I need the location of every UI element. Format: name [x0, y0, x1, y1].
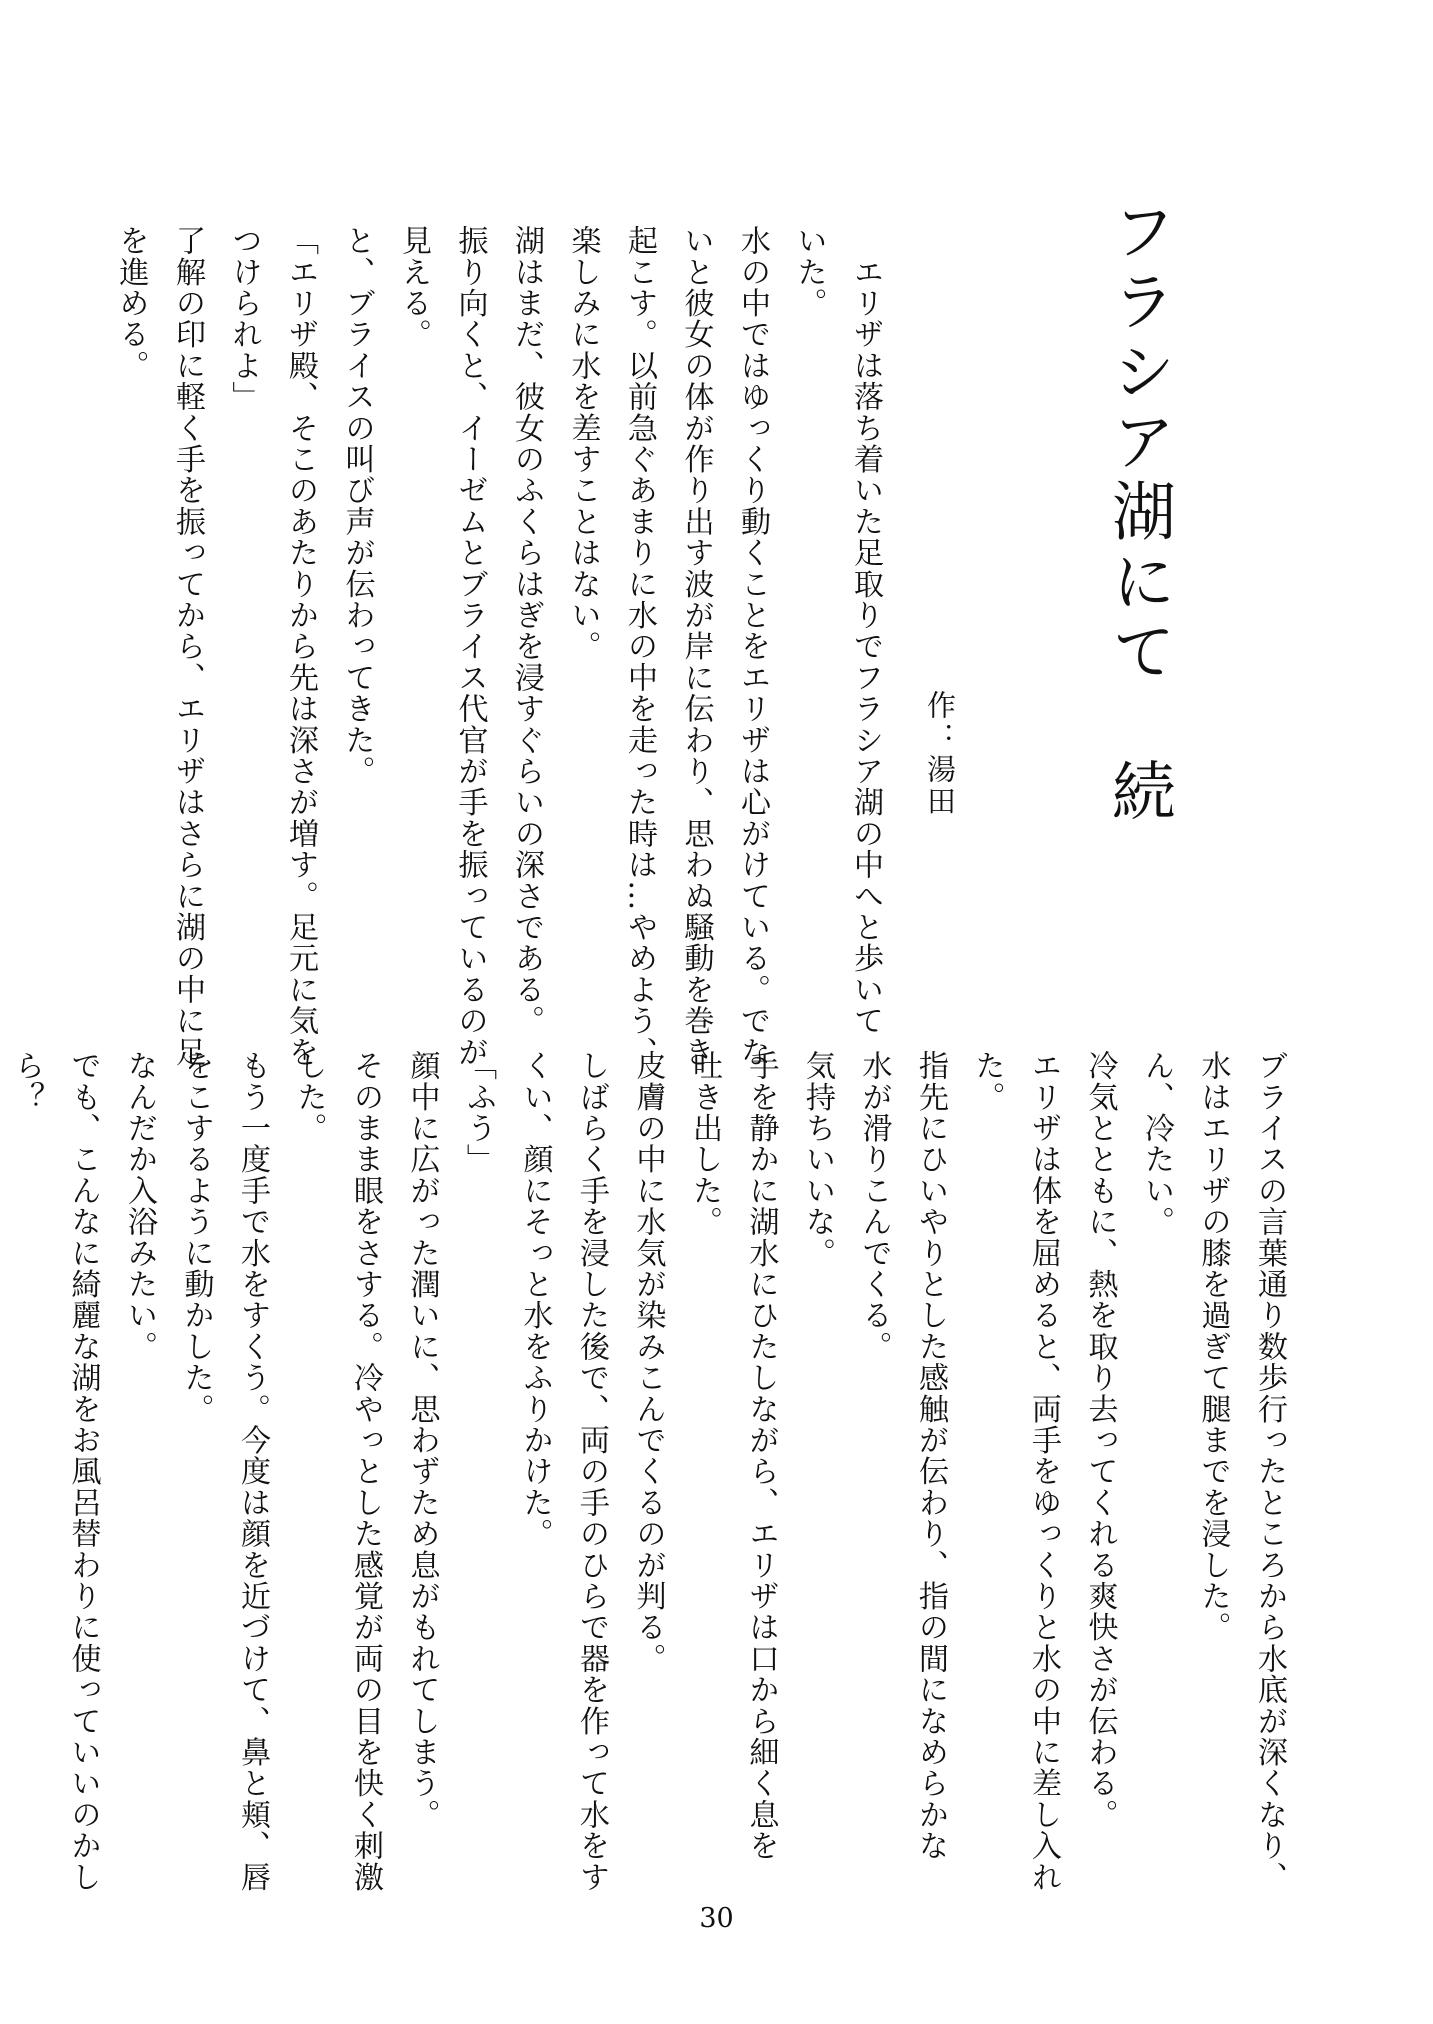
author-credit: 作：湯田 — [923, 690, 957, 818]
body-text-lower: ブライスの言葉通り数歩行ったところから水底が深くなり、 水はエリザの膝を過ぎて腿までを浸した。 ん、冷たい。 冷気とともに、熱を取り去ってくれる爽快さが伝わる。 エリザは体を屈めると、両手をゆっくりと水の中に差し入れ た。 指先にひいやりとした感触が伝わり、指の間になめらかな 水が滑りこんでくる。 気持ちいいな。 手を静かに湖水にひたしながら、エリザは口から細く息を 吐き出した。 皮膚の中に水気が染みこんでくるのが判る。 しばらく手を浸した後で、両の手のひらで器を作って水をす くい、顔にそっと水をふりかけた。 「ふう」 顔中に広がった潤いに、思わずため息がもれてしまう。 そのまま眼をさする。冷やっとした感覚が両の目を快く刺激 した。 もう一度手で水をすくう。今度は顔を近づけて、鼻と頬、唇 をこするように動かした。 なんだか入浴みたい。 でも、こんなに綺麗な湖をお風呂替わりに使っていいのかし ら？ — [9, 1050, 1287, 1893]
body-text-upper: エリザは落ち着いた足取りでフラシア湖の中へと歩いて いた。 水の中ではゆっくり動くことをエリザは心がけている。でな いと彼女の体が作り出す波が岸に伝わり、思わぬ騒動を巻き 起こす。以前急ぐあまりに水の中を走った時は…やめよう、 楽しみに水を差すことはない。 湖はまだ、彼女のふくらはぎを浸すぐらいの深さである。 振り向くと、イーゼムとブライス代官が手を振っているのが 見える。 と、ブライスの叫び声が伝わってきた。 「エリザ殿、そこのあたりから先は深さが増す。足元に気を つけられよ」 了解の印に軽く手を振ってから、エリザはさらに湖の中に足 を進める。 — [113, 225, 883, 1068]
page-number: 30 — [699, 1903, 734, 1934]
story-title: フラシア湖にて 続 — [1101, 198, 1175, 828]
